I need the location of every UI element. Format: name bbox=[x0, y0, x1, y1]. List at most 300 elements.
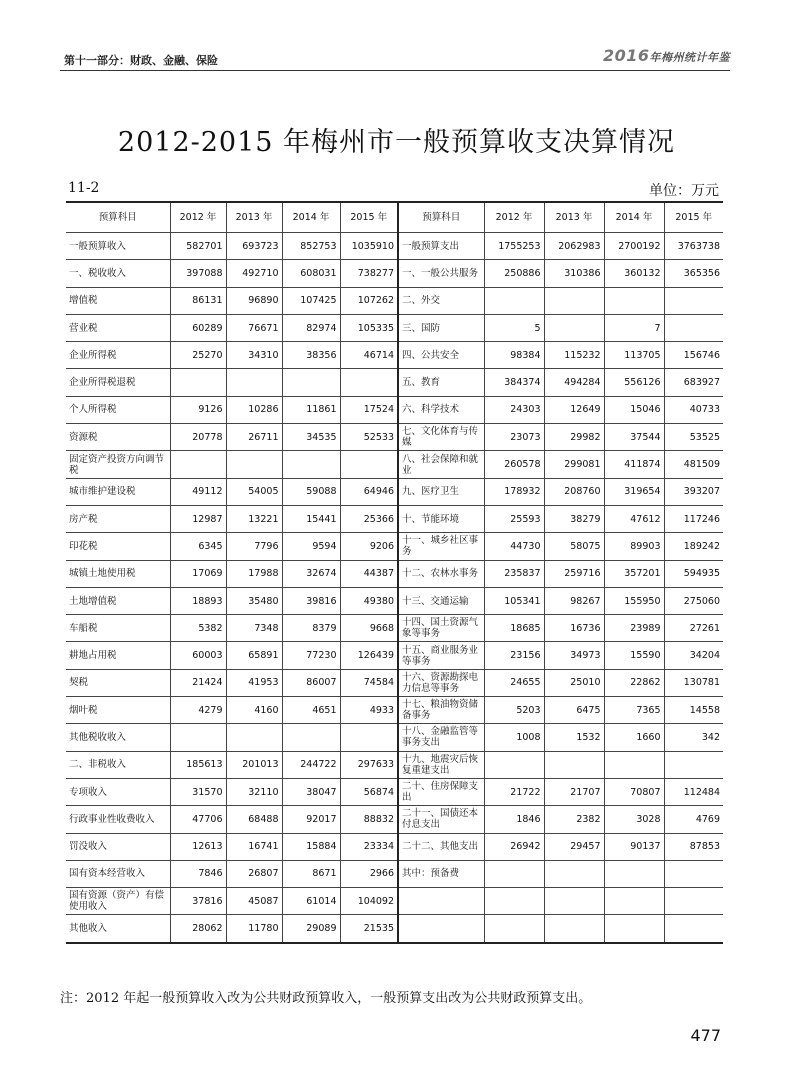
value-cell: 44387 bbox=[340, 560, 398, 587]
value-cell: 26711 bbox=[226, 424, 282, 451]
value-cell: 481509 bbox=[664, 451, 723, 478]
column-header: 2012 年 bbox=[170, 202, 226, 233]
row-label: 国有资源（资产）有偿使用收入 bbox=[66, 888, 170, 915]
value-cell: 29982 bbox=[544, 424, 604, 451]
value-cell: 260578 bbox=[484, 451, 544, 478]
row-label: 土地增值税 bbox=[66, 587, 170, 614]
row-label: 契税 bbox=[66, 669, 170, 696]
row-label: 其他税收收入 bbox=[66, 724, 170, 751]
table-row bbox=[66, 751, 723, 778]
value-cell bbox=[484, 751, 544, 778]
table-row bbox=[66, 833, 723, 860]
table-row bbox=[66, 697, 723, 724]
table-row bbox=[66, 888, 723, 915]
value-cell: 26942 bbox=[484, 833, 544, 860]
row-label: 二十二、其他支出 bbox=[398, 833, 484, 860]
value-cell: 126439 bbox=[340, 642, 398, 669]
value-cell: 32110 bbox=[226, 778, 282, 805]
row-label: 行政事业性收费收入 bbox=[66, 806, 170, 833]
row-label: 营业税 bbox=[66, 314, 170, 341]
value-cell: 49112 bbox=[170, 478, 226, 505]
value-cell: 852753 bbox=[282, 233, 340, 260]
value-cell bbox=[604, 751, 664, 778]
value-cell: 18893 bbox=[170, 587, 226, 614]
value-cell: 54005 bbox=[226, 478, 282, 505]
table-row bbox=[66, 915, 723, 943]
value-cell: 49380 bbox=[340, 587, 398, 614]
value-cell: 45087 bbox=[226, 888, 282, 915]
row-label: 印花税 bbox=[66, 533, 170, 560]
table-row bbox=[66, 451, 723, 478]
row-label: 其中：预备费 bbox=[398, 860, 484, 887]
value-cell: 44730 bbox=[484, 533, 544, 560]
footnote: 注：2012 年起一般预算收入改为公共财政预算收入，一般预算支出改为公共财政预算支出。 bbox=[60, 991, 592, 1006]
value-cell: 25010 bbox=[544, 669, 604, 696]
value-cell bbox=[226, 369, 282, 396]
value-cell: 1660 bbox=[604, 724, 664, 751]
row-label: 三、国防 bbox=[398, 314, 484, 341]
value-cell: 16736 bbox=[544, 615, 604, 642]
value-cell: 77230 bbox=[282, 642, 340, 669]
table-number: 11-2 bbox=[68, 180, 100, 196]
value-cell: 88832 bbox=[340, 806, 398, 833]
table-row bbox=[66, 314, 723, 341]
value-cell: 34204 bbox=[664, 642, 723, 669]
table-row bbox=[66, 615, 723, 642]
value-cell: 89903 bbox=[604, 533, 664, 560]
value-cell: 21424 bbox=[170, 669, 226, 696]
row-label: 五、教育 bbox=[398, 369, 484, 396]
row-label: 国有资本经营收入 bbox=[66, 860, 170, 887]
table-row bbox=[66, 233, 723, 260]
value-cell: 5 bbox=[484, 314, 544, 341]
value-cell: 98384 bbox=[484, 342, 544, 369]
column-header: 2014 年 bbox=[604, 202, 664, 233]
value-cell: 7 bbox=[604, 314, 664, 341]
value-cell: 35480 bbox=[226, 587, 282, 614]
row-label: 固定资产投资方向调节税 bbox=[66, 451, 170, 478]
value-cell bbox=[544, 287, 604, 314]
unit-label: 单位：万元 bbox=[649, 183, 719, 199]
table-row bbox=[66, 369, 723, 396]
value-cell: 2700192 bbox=[604, 233, 664, 260]
value-cell: 86131 bbox=[170, 287, 226, 314]
value-cell bbox=[170, 369, 226, 396]
row-label: 七、文化体育与传媒 bbox=[398, 424, 484, 451]
row-label: 八、社会保障和就业 bbox=[398, 451, 484, 478]
value-cell: 397088 bbox=[170, 260, 226, 287]
row-label: 十六、资源勘探电力信息等事务 bbox=[398, 669, 484, 696]
value-cell: 10286 bbox=[226, 396, 282, 423]
value-cell bbox=[484, 888, 544, 915]
value-cell: 47706 bbox=[170, 806, 226, 833]
value-cell: 15590 bbox=[604, 642, 664, 669]
value-cell: 70807 bbox=[604, 778, 664, 805]
value-cell: 14558 bbox=[664, 697, 723, 724]
row-label: 十三、交通运输 bbox=[398, 587, 484, 614]
row-label bbox=[398, 915, 484, 943]
value-cell: 34973 bbox=[544, 642, 604, 669]
row-label: 城市维护建设税 bbox=[66, 478, 170, 505]
value-cell: 37816 bbox=[170, 888, 226, 915]
value-cell bbox=[544, 888, 604, 915]
table-row bbox=[66, 478, 723, 505]
value-cell: 9594 bbox=[282, 533, 340, 560]
value-cell: 4769 bbox=[664, 806, 723, 833]
value-cell: 411874 bbox=[604, 451, 664, 478]
value-cell bbox=[544, 915, 604, 943]
value-cell bbox=[170, 724, 226, 751]
value-cell bbox=[340, 724, 398, 751]
table-row bbox=[66, 642, 723, 669]
value-cell: 31570 bbox=[170, 778, 226, 805]
value-cell: 357201 bbox=[604, 560, 664, 587]
value-cell: 21722 bbox=[484, 778, 544, 805]
value-cell: 7846 bbox=[170, 860, 226, 887]
value-cell: 17069 bbox=[170, 560, 226, 587]
row-label: 个人所得税 bbox=[66, 396, 170, 423]
value-cell: 185613 bbox=[170, 751, 226, 778]
value-cell: 5382 bbox=[170, 615, 226, 642]
value-cell: 7348 bbox=[226, 615, 282, 642]
value-cell bbox=[664, 915, 723, 943]
row-label: 四、公共安全 bbox=[398, 342, 484, 369]
row-label: 烟叶税 bbox=[66, 697, 170, 724]
column-header: 预算科目 bbox=[398, 202, 484, 233]
value-cell: 107262 bbox=[340, 287, 398, 314]
row-label: 车船税 bbox=[66, 615, 170, 642]
value-cell bbox=[484, 860, 544, 887]
row-label: 企业所得税 bbox=[66, 342, 170, 369]
value-cell: 21535 bbox=[340, 915, 398, 943]
value-cell: 310386 bbox=[544, 260, 604, 287]
value-cell: 13221 bbox=[226, 505, 282, 532]
value-cell: 189242 bbox=[664, 533, 723, 560]
row-label bbox=[398, 888, 484, 915]
value-cell: 38279 bbox=[544, 505, 604, 532]
value-cell: 15884 bbox=[282, 833, 340, 860]
row-label: 资源税 bbox=[66, 424, 170, 451]
value-cell: 492710 bbox=[226, 260, 282, 287]
value-cell bbox=[282, 724, 340, 751]
budget-table bbox=[66, 201, 723, 944]
value-cell: 556126 bbox=[604, 369, 664, 396]
value-cell: 24655 bbox=[484, 669, 544, 696]
value-cell: 494284 bbox=[544, 369, 604, 396]
value-cell: 582701 bbox=[170, 233, 226, 260]
value-cell: 61014 bbox=[282, 888, 340, 915]
table-row bbox=[66, 396, 723, 423]
value-cell: 683927 bbox=[664, 369, 723, 396]
value-cell bbox=[170, 451, 226, 478]
value-cell: 27261 bbox=[664, 615, 723, 642]
table-row bbox=[66, 724, 723, 751]
value-cell: 3028 bbox=[604, 806, 664, 833]
column-header: 2012 年 bbox=[484, 202, 544, 233]
value-cell: 9126 bbox=[170, 396, 226, 423]
value-cell: 1008 bbox=[484, 724, 544, 751]
value-cell: 26807 bbox=[226, 860, 282, 887]
page-header bbox=[60, 44, 730, 68]
row-label: 罚没收入 bbox=[66, 833, 170, 860]
column-header: 2015 年 bbox=[340, 202, 398, 233]
column-header: 2013 年 bbox=[226, 202, 282, 233]
value-cell: 275060 bbox=[664, 587, 723, 614]
section-title: 第十一部分：财政、金融、保险 bbox=[64, 54, 218, 67]
value-cell: 360132 bbox=[604, 260, 664, 287]
row-label: 一、税收收入 bbox=[66, 260, 170, 287]
value-cell: 1755253 bbox=[484, 233, 544, 260]
value-cell: 15441 bbox=[282, 505, 340, 532]
value-cell: 56874 bbox=[340, 778, 398, 805]
value-cell: 16741 bbox=[226, 833, 282, 860]
value-cell bbox=[664, 888, 723, 915]
value-cell: 60289 bbox=[170, 314, 226, 341]
header-divider bbox=[60, 70, 730, 71]
yearbook-name: 年梅州统计年鉴 bbox=[649, 51, 730, 64]
value-cell bbox=[226, 451, 282, 478]
value-cell: 22862 bbox=[604, 669, 664, 696]
value-cell: 82974 bbox=[282, 314, 340, 341]
value-cell: 29089 bbox=[282, 915, 340, 943]
page-title: 2012-2015 年梅州市一般预算收支决算情况 bbox=[117, 127, 676, 158]
value-cell: 11861 bbox=[282, 396, 340, 423]
row-label: 六、科学技术 bbox=[398, 396, 484, 423]
value-cell bbox=[664, 860, 723, 887]
value-cell: 46714 bbox=[340, 342, 398, 369]
table-row bbox=[66, 260, 723, 287]
table-row bbox=[66, 860, 723, 887]
value-cell: 12987 bbox=[170, 505, 226, 532]
value-cell: 23156 bbox=[484, 642, 544, 669]
value-cell: 41953 bbox=[226, 669, 282, 696]
value-cell: 107425 bbox=[282, 287, 340, 314]
value-cell: 65891 bbox=[226, 642, 282, 669]
value-cell: 24303 bbox=[484, 396, 544, 423]
value-cell: 594935 bbox=[664, 560, 723, 587]
value-cell: 74584 bbox=[340, 669, 398, 696]
value-cell: 299081 bbox=[544, 451, 604, 478]
value-cell bbox=[484, 287, 544, 314]
value-cell: 156746 bbox=[664, 342, 723, 369]
value-cell: 297633 bbox=[340, 751, 398, 778]
value-cell: 28062 bbox=[170, 915, 226, 943]
value-cell: 112484 bbox=[664, 778, 723, 805]
value-cell: 244722 bbox=[282, 751, 340, 778]
value-cell: 76671 bbox=[226, 314, 282, 341]
value-cell: 86007 bbox=[282, 669, 340, 696]
table-row bbox=[66, 587, 723, 614]
value-cell: 384374 bbox=[484, 369, 544, 396]
value-cell: 87853 bbox=[664, 833, 723, 860]
row-label: 一般预算支出 bbox=[398, 233, 484, 260]
value-cell bbox=[340, 451, 398, 478]
row-label: 企业所得税退税 bbox=[66, 369, 170, 396]
table-row bbox=[66, 287, 723, 314]
value-cell: 155950 bbox=[604, 587, 664, 614]
value-cell: 208760 bbox=[544, 478, 604, 505]
row-label: 十七、粮油物资储备事务 bbox=[398, 697, 484, 724]
value-cell: 250886 bbox=[484, 260, 544, 287]
row-label: 十五、商业服务业等事务 bbox=[398, 642, 484, 669]
value-cell: 52533 bbox=[340, 424, 398, 451]
value-cell: 6345 bbox=[170, 533, 226, 560]
row-label: 二十、住房保障支出 bbox=[398, 778, 484, 805]
value-cell bbox=[664, 287, 723, 314]
value-cell: 738277 bbox=[340, 260, 398, 287]
value-cell: 96890 bbox=[226, 287, 282, 314]
value-cell: 32674 bbox=[282, 560, 340, 587]
value-cell: 1035910 bbox=[340, 233, 398, 260]
value-cell: 7365 bbox=[604, 697, 664, 724]
value-cell: 9206 bbox=[340, 533, 398, 560]
value-cell: 608031 bbox=[282, 260, 340, 287]
value-cell: 18685 bbox=[484, 615, 544, 642]
value-cell bbox=[226, 724, 282, 751]
value-cell: 39816 bbox=[282, 587, 340, 614]
value-cell: 37544 bbox=[604, 424, 664, 451]
value-cell: 21707 bbox=[544, 778, 604, 805]
value-cell: 7796 bbox=[226, 533, 282, 560]
table-row bbox=[66, 342, 723, 369]
value-cell: 105341 bbox=[484, 587, 544, 614]
column-header: 预算科目 bbox=[66, 202, 170, 233]
value-cell: 4933 bbox=[340, 697, 398, 724]
value-cell: 1532 bbox=[544, 724, 604, 751]
value-cell: 92017 bbox=[282, 806, 340, 833]
row-label: 二、外交 bbox=[398, 287, 484, 314]
value-cell: 68488 bbox=[226, 806, 282, 833]
value-cell: 34535 bbox=[282, 424, 340, 451]
value-cell: 693723 bbox=[226, 233, 282, 260]
value-cell: 23334 bbox=[340, 833, 398, 860]
value-cell: 98267 bbox=[544, 587, 604, 614]
row-label: 二十一、国债还本付息支出 bbox=[398, 806, 484, 833]
value-cell bbox=[604, 888, 664, 915]
value-cell: 4160 bbox=[226, 697, 282, 724]
value-cell: 105335 bbox=[340, 314, 398, 341]
value-cell: 25270 bbox=[170, 342, 226, 369]
value-cell: 59088 bbox=[282, 478, 340, 505]
value-cell bbox=[664, 314, 723, 341]
value-cell: 5203 bbox=[484, 697, 544, 724]
table-row bbox=[66, 560, 723, 587]
row-label: 城镇土地使用税 bbox=[66, 560, 170, 587]
value-cell: 3763738 bbox=[664, 233, 723, 260]
value-cell: 4279 bbox=[170, 697, 226, 724]
value-cell bbox=[664, 751, 723, 778]
value-cell: 20778 bbox=[170, 424, 226, 451]
value-cell: 53525 bbox=[664, 424, 723, 451]
value-cell: 319654 bbox=[604, 478, 664, 505]
table-row bbox=[66, 806, 723, 833]
value-cell: 12649 bbox=[544, 396, 604, 423]
value-cell bbox=[484, 915, 544, 943]
column-header: 2015 年 bbox=[664, 202, 723, 233]
row-label: 专项收入 bbox=[66, 778, 170, 805]
value-cell: 64946 bbox=[340, 478, 398, 505]
row-label: 耕地占用税 bbox=[66, 642, 170, 669]
value-cell: 38356 bbox=[282, 342, 340, 369]
page-number: 477 bbox=[690, 1026, 721, 1045]
row-label: 房产税 bbox=[66, 505, 170, 532]
yearbook-title bbox=[603, 46, 730, 65]
row-label: 二、非税收入 bbox=[66, 751, 170, 778]
value-cell bbox=[604, 915, 664, 943]
value-cell: 4651 bbox=[282, 697, 340, 724]
row-label: 十四、国土资源气象等事务 bbox=[398, 615, 484, 642]
row-label: 十、节能环境 bbox=[398, 505, 484, 532]
value-cell: 11780 bbox=[226, 915, 282, 943]
row-label: 一般预算收入 bbox=[66, 233, 170, 260]
value-cell: 8671 bbox=[282, 860, 340, 887]
value-cell: 25366 bbox=[340, 505, 398, 532]
value-cell: 113705 bbox=[604, 342, 664, 369]
row-label: 十一、城乡社区事务 bbox=[398, 533, 484, 560]
table-header-row bbox=[66, 202, 723, 233]
row-label: 增值税 bbox=[66, 287, 170, 314]
table-row bbox=[66, 778, 723, 805]
value-cell: 23989 bbox=[604, 615, 664, 642]
value-cell bbox=[282, 451, 340, 478]
table-row bbox=[66, 424, 723, 451]
table-row bbox=[66, 669, 723, 696]
value-cell bbox=[544, 860, 604, 887]
value-cell bbox=[340, 369, 398, 396]
value-cell: 90137 bbox=[604, 833, 664, 860]
value-cell: 6475 bbox=[544, 697, 604, 724]
row-label: 其他收入 bbox=[66, 915, 170, 943]
value-cell: 178932 bbox=[484, 478, 544, 505]
value-cell: 15046 bbox=[604, 396, 664, 423]
value-cell: 17524 bbox=[340, 396, 398, 423]
value-cell: 12613 bbox=[170, 833, 226, 860]
yearbook-year: 2016 bbox=[602, 46, 650, 65]
value-cell bbox=[544, 314, 604, 341]
table-row bbox=[66, 505, 723, 532]
value-cell: 365356 bbox=[664, 260, 723, 287]
value-cell: 60003 bbox=[170, 642, 226, 669]
value-cell: 2382 bbox=[544, 806, 604, 833]
value-cell: 393207 bbox=[664, 478, 723, 505]
value-cell: 2966 bbox=[340, 860, 398, 887]
row-label: 九、医疗卫生 bbox=[398, 478, 484, 505]
value-cell bbox=[604, 860, 664, 887]
value-cell: 58075 bbox=[544, 533, 604, 560]
value-cell: 259716 bbox=[544, 560, 604, 587]
value-cell: 38047 bbox=[282, 778, 340, 805]
value-cell: 1846 bbox=[484, 806, 544, 833]
table-row bbox=[66, 533, 723, 560]
value-cell: 130781 bbox=[664, 669, 723, 696]
row-label: 十九、地震灾后恢复重建支出 bbox=[398, 751, 484, 778]
value-cell: 115232 bbox=[544, 342, 604, 369]
value-cell bbox=[544, 751, 604, 778]
value-cell: 25593 bbox=[484, 505, 544, 532]
column-header: 2014 年 bbox=[282, 202, 340, 233]
column-header: 2013 年 bbox=[544, 202, 604, 233]
value-cell: 23073 bbox=[484, 424, 544, 451]
row-label: 十八、金融监管等事务支出 bbox=[398, 724, 484, 751]
value-cell: 342 bbox=[664, 724, 723, 751]
value-cell: 34310 bbox=[226, 342, 282, 369]
value-cell: 104092 bbox=[340, 888, 398, 915]
value-cell: 47612 bbox=[604, 505, 664, 532]
value-cell: 9668 bbox=[340, 615, 398, 642]
value-cell bbox=[604, 287, 664, 314]
value-cell: 17988 bbox=[226, 560, 282, 587]
row-label: 一、一般公共服务 bbox=[398, 260, 484, 287]
